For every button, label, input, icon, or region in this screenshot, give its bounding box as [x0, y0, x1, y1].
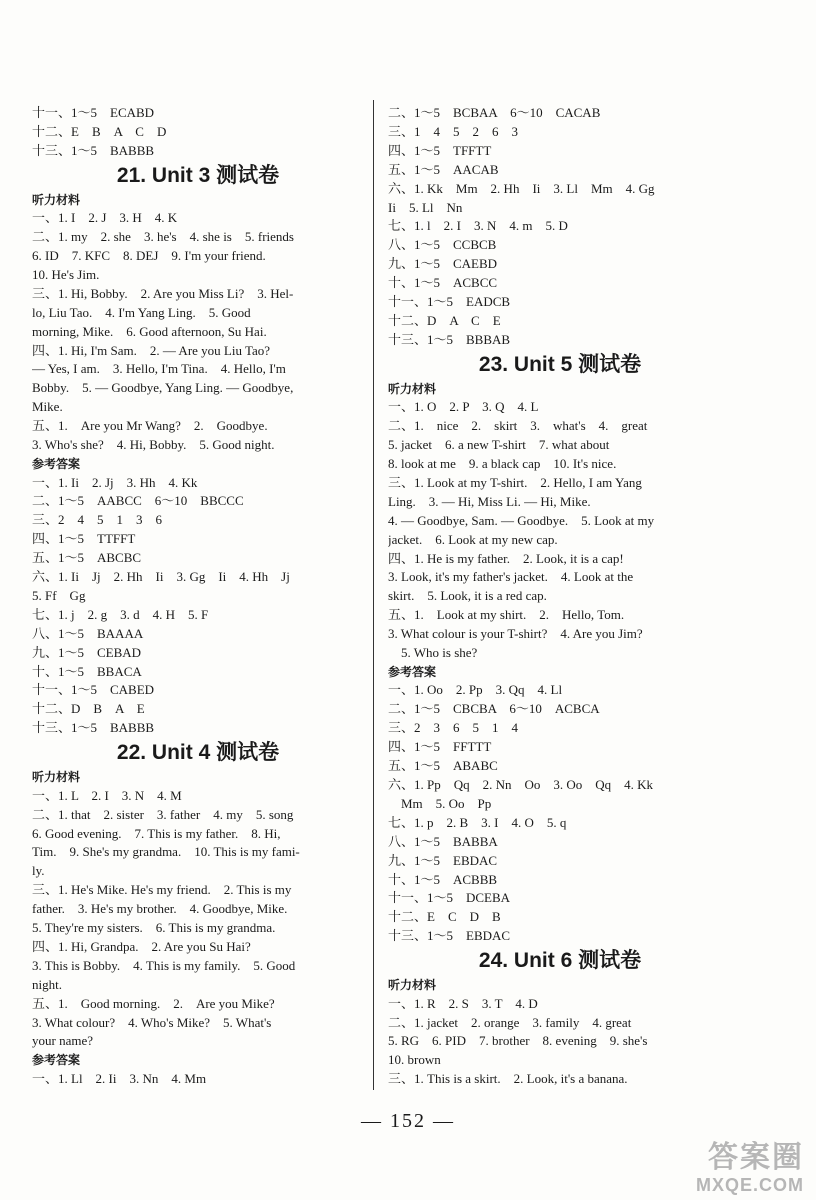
answer-line: 一、1. L 2. I 3. N 4. M — [32, 787, 182, 803]
subsection-heading: 参考答案 — [32, 457, 81, 471]
answer-line: 5. RG 6. PID 7. brother 8. evening 9. she's — [388, 1033, 648, 1049]
answer-line: 二、1. my 2. she 3. he's 4. she is 5. friends — [32, 229, 294, 245]
answer-line: 3. What colour is your T-shirt? 4. Are you Jim? — [388, 626, 643, 642]
answer-line: 三、1. Hi, Bobby. 2. Are you Miss Li? 3. Hel- — [32, 285, 294, 301]
left-column — [32, 104, 364, 1089]
answer-line: 5. They're my sisters. 6. This is my grandma. — [32, 920, 276, 936]
answer-line: 十一、1～5 DCEBA — [388, 890, 511, 906]
answer-line: lo, Liu Tao. 4. I'm Yang Ling. 5. Good — [32, 304, 251, 320]
answer-line: 6. ID 7. KFC 8. DEJ 9. I'm your friend. — [32, 248, 266, 264]
answer-line: 四、1～5 TTFFT — [32, 531, 136, 547]
answer-line: 一、1. Ll 2. Ii 3. Nn 4. Mm — [32, 1070, 207, 1086]
answer-line: jacket. 6. Look at my new cap. — [388, 531, 558, 547]
answer-line: 5. Who is she? — [388, 645, 478, 661]
answer-line: 一、1. R 2. S 3. T 4. D — [388, 995, 538, 1011]
section-title: 22. Unit 4 测试卷 — [116, 741, 280, 765]
answer-line: 八、1～5 CCBCB — [388, 237, 497, 253]
answer-line: 二、1. jacket 2. orange 3. family 4. great — [388, 1014, 632, 1030]
answer-line: 三、1. Look at my T-shirt. 2. Hello, I am Yang — [388, 474, 642, 490]
answer-line: 10. brown — [388, 1052, 441, 1068]
answer-line: 九、1～5 EBDAC — [388, 852, 498, 868]
page-number: — 152 — — [361, 1110, 455, 1132]
column-divider — [373, 100, 374, 1090]
answer-line: 五、1. Good morning. 2. Are you Mike? — [32, 995, 275, 1011]
answer-line: 十三、1～5 BABBB — [32, 142, 155, 158]
answer-line: 10. He's Jim. — [32, 266, 100, 282]
answer-line: morning, Mike. 6. Good afternoon, Su Hai. — [32, 323, 267, 339]
answer-line: 二、1. that 2. sister 3. father 4. my 5. song — [32, 806, 294, 822]
answer-line: 3. What colour? 4. Who's Mike? 5. What's — [32, 1014, 272, 1030]
subsection-heading: 参考答案 — [388, 664, 437, 679]
answer-line: 3. Look, it's my father's jacket. 4. Look at the — [388, 569, 634, 585]
answer-line: 5. Ff Gg — [32, 587, 86, 603]
subsection-heading: 听力材料 — [388, 381, 437, 396]
answer-line: 四、1～5 FFTTT — [388, 739, 492, 755]
watermark-logo — [696, 1141, 804, 1196]
answer-line: 五、1～5 AACAB — [388, 161, 499, 177]
answer-line: 十二、D B A E — [32, 701, 145, 717]
answer-line: 七、1. j 2. g 3. d 4. H 5. F — [32, 606, 209, 622]
subsection-heading: 听力材料 — [388, 978, 437, 993]
answer-line: 九、1～5 CAEBD — [388, 256, 498, 272]
answer-line: 七、1. p 2. B 3. I 4. O 5. q — [388, 814, 567, 830]
answer-line: your name? — [32, 1033, 94, 1049]
answer-line: 4. — Goodbye, Sam. — Goodbye. 5. Look at my — [388, 512, 655, 528]
section-title: 21. Unit 3 测试卷 — [116, 163, 280, 187]
answer-line: 十三、1～5 BABBB — [32, 720, 155, 736]
answer-line: 六、1. Kk Mm 2. Hh Ii 3. Ll Mm 4. Gg — [388, 180, 655, 196]
answer-line: 六、1. Ii Jj 2. Hh Ii 3. Gg Ii 4. Hh Jj — [32, 569, 290, 585]
answer-line: 二、1～5 BCBAA 6～10 CACAB — [388, 105, 601, 120]
answer-line: 七、1. l 2. I 3. N 4. m 5. D — [388, 218, 568, 234]
answer-line: Mike. — [32, 399, 63, 415]
answer-line: father. 3. He's my brother. 4. Goodbye, Mike. — [32, 901, 288, 917]
answer-line: 十三、1～5 EBDAC — [388, 928, 511, 944]
answer-line: 三、2 3 6 5 1 4 — [388, 720, 519, 736]
answer-line: 十二、E B A C D — [32, 123, 167, 139]
answer-line: skirt. 5. Look, it is a red cap. — [388, 588, 547, 604]
answer-line: 二、1～5 CBCBA 6～10 ACBCA — [388, 701, 600, 717]
answer-line: 五、1～5 ABCBC — [32, 550, 142, 566]
answer-line: 一、1. O 2. P 3. Q 4. L — [388, 399, 539, 415]
section-title: 24. Unit 6 测试卷 — [478, 949, 642, 973]
answer-line: Bobby. 5. — Goodbye, Yang Ling. — Goodbye, — [32, 380, 294, 396]
answer-line: 三、1. He's Mike. He's my friend. 2. This is my — [32, 882, 292, 898]
answer-line: 8. look at me 9. a black cap 10. It's nice. — [388, 456, 617, 471]
answer-line: 十二、E C D B — [388, 909, 501, 925]
answer-line: — Yes, I am. 3. Hello, I'm Tina. 4. Hello, I'm — [32, 361, 286, 377]
right-column — [388, 104, 732, 1089]
section-title: 23. Unit 5 测试卷 — [478, 352, 642, 376]
subsection-heading: 听力材料 — [32, 770, 81, 785]
watermark-url: MXQE.COM — [695, 1175, 804, 1195]
answer-line: 六、1. Pp Qq 2. Nn Oo 3. Oo Qq 4. Kk — [388, 777, 654, 792]
answer-line: 6. Good evening. 7. This is my father. 8. Hi, — [32, 825, 281, 841]
answer-line: 十、1～5 BBACA — [32, 663, 142, 679]
answer-line: 一、1. Oo 2. Pp 3. Qq 4. Ll — [388, 682, 563, 698]
answer-line: Ii 5. Ll Nn — [388, 199, 463, 215]
subsection-heading: 参考答案 — [32, 1053, 81, 1068]
answer-line: 九、1～5 CEBAD — [32, 644, 142, 660]
answer-line: 十一、1～5 ECABD — [32, 105, 155, 120]
answer-line: Mm 5. Oo Pp — [388, 795, 492, 811]
answer-line: 二、1～5 AABCC 6～10 BBCCC — [32, 493, 244, 509]
answer-line: 四、1. Hi, Grandpa. 2. Are you Su Hai? — [32, 938, 251, 954]
answer-line: 五、1. Are you Mr Wang? 2. Goodbye. — [32, 418, 268, 434]
answer-line: 5. jacket 6. a new T-shirt 7. what about — [388, 437, 610, 453]
answer-line: 十三、1～5 BBBAB — [388, 331, 511, 347]
answer-line: 十、1～5 ACBCC — [388, 275, 498, 291]
answer-line: 三、1. This is a skirt. 2. Look, it's a banana. — [388, 1071, 628, 1087]
answer-line: 三、2 4 5 1 3 6 — [32, 512, 163, 528]
answer-line: Ling. 3. — Hi, Miss Li. — Hi, Mike. — [388, 493, 591, 509]
answer-line: 一、1. Ii 2. Jj 3. Hh 4. Kk — [32, 474, 198, 490]
answer-line: 八、1～5 BABBA — [388, 833, 498, 849]
answer-line: 十、1～5 ACBBB — [388, 871, 498, 887]
answer-line: 四、1. Hi, I'm Sam. 2. — Are you Liu Tao? — [32, 342, 271, 358]
answer-line: 三、1 4 5 2 6 3 — [388, 123, 519, 139]
answer-line: Tim. 9. She's my grandma. 10. This is my fami- — [32, 844, 300, 860]
answer-line: 3. This is Bobby. 4. This is my family. 5. Good — [32, 957, 296, 973]
answer-line: 十二、D A C E — [388, 312, 501, 328]
answer-line: 一、1. I 2. J 3. H 4. K — [32, 210, 178, 226]
answer-line: 十一、1～5 CABED — [32, 682, 155, 698]
watermark-text: 答案圈 — [708, 1141, 804, 1174]
answer-line: 八、1～5 BAAAA — [32, 625, 144, 641]
answer-line: 十一、1～5 EADCB — [388, 294, 511, 310]
answer-line: night. — [32, 976, 62, 992]
answer-line: 二、1. nice 2. skirt 3. what's 4. great — [388, 418, 648, 434]
answer-line: 四、1～5 TFFTT — [388, 142, 492, 158]
answer-line: 四、1. He is my father. 2. Look, it is a cap! — [388, 550, 624, 566]
answer-line: 3. Who's she? 4. Hi, Bobby. 5. Good night. — [32, 437, 275, 453]
answer-line: ly. — [32, 863, 45, 879]
subsection-heading: 听力材料 — [32, 192, 81, 207]
answer-line: 五、1. Look at my shirt. 2. Hello, Tom. — [388, 607, 625, 623]
answer-line: 五、1～5 ABABC — [388, 758, 498, 774]
